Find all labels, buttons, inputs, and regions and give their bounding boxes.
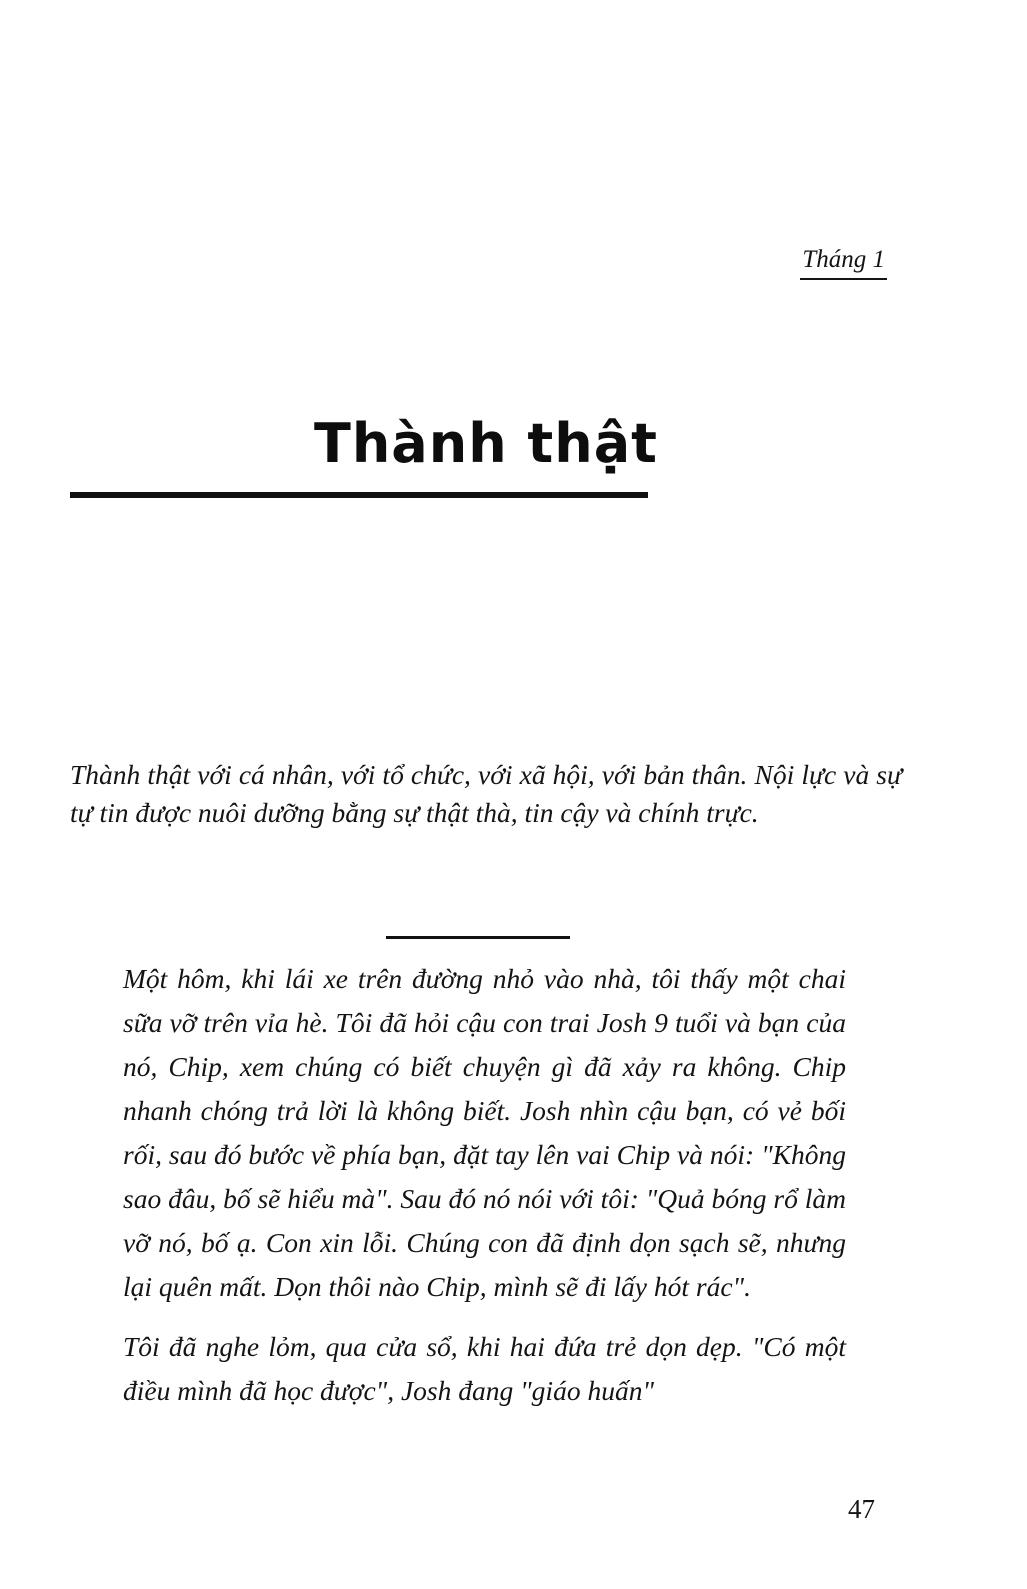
story-paragraph-2: Tôi đã nghe lỏm, qua cửa sổ, khi hai đứa trẻ dọn dẹp. "Có một điều mình đã học được", Josh đang "giáo huấn" bbox=[123, 1331, 846, 1406]
story-paragraph-1: Một hôm, khi lái xe trên đường nhỏ vào nhà, tôi thấy một chai sữa vỡ trên vỉa hè. Tôi đã hỏi cậu con trai Josh 9 tuổi và bạn của nó, Chip, xem chúng có biết chuyện gì đã xảy ra không. Chip nhanh chóng trả lời là không biết. Josh nhìn cậu bạn, có vẻ bối rối, sau đó bước về phía bạn, đặt tay lên vai Chip và nói: "Không sao đâu, bố sẽ hiểu mà". Sau đó nó nói với tôi: "Quả bóng rổ làm vỡ nó, bố ạ. Con xin lỗi. Chúng con đã định dọn sạch sẽ, nhưng lại quên mất. Dọn thôi nào Chip, mình sẽ đi lấy hót rác". bbox=[123, 963, 846, 1302]
section-divider bbox=[386, 936, 570, 939]
running-head-chapter-marker: Tháng 1 bbox=[800, 246, 887, 280]
story-block bbox=[123, 957, 846, 1429]
chapter-title: Thành thật bbox=[314, 412, 658, 475]
intro-paragraph: Thành thật với cá nhân, với tổ chức, với xã hội, với bản thân. Nội lực và sự tự tin được nuôi dưỡng bằng sự thật thà, tin cậy và chính trực. bbox=[70, 759, 902, 828]
page-number: 47 bbox=[848, 1494, 875, 1524]
title-underline-rule bbox=[70, 492, 648, 498]
